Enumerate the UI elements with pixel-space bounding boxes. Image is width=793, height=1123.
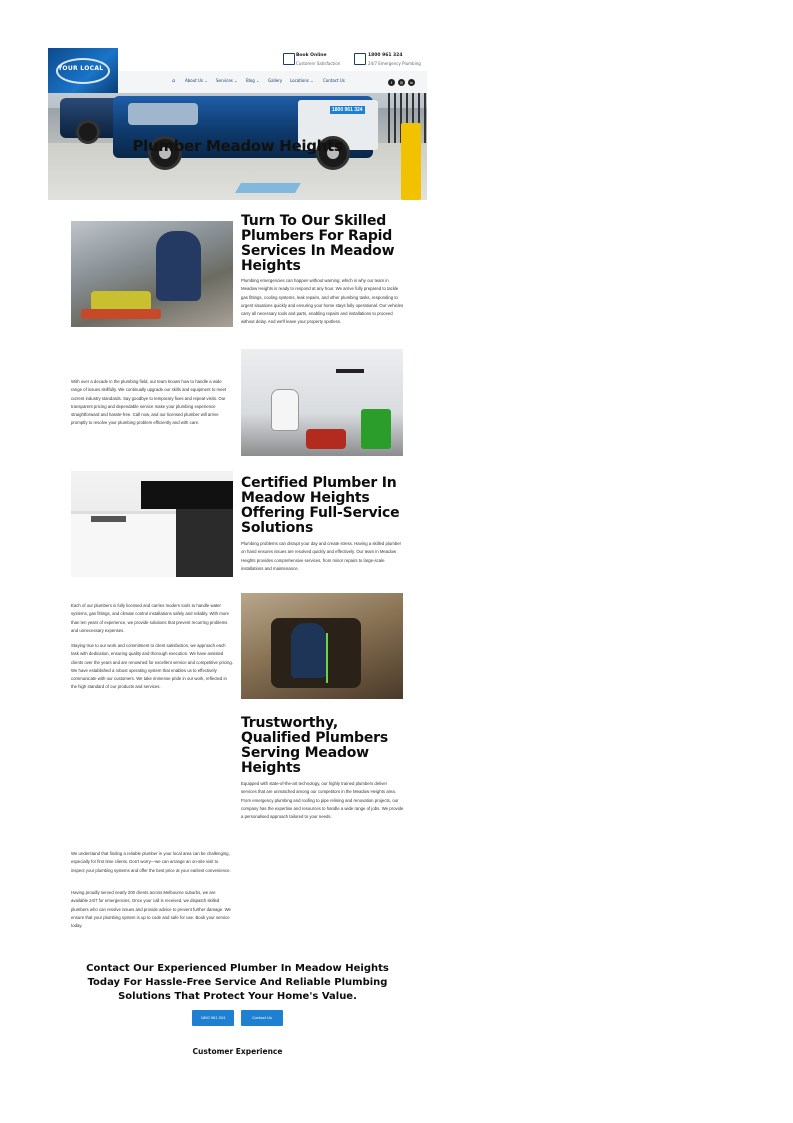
page-title: Plumber Meadow Heights xyxy=(132,137,343,155)
section6-body: We understand that finding a reliable plumber in your local area can be challenging, especially for first time clients. Don't worry—we can arrange an on-site visit to inspect your plumbing systems and offer the best price at your earliest convenience. xyxy=(71,851,231,873)
nav-gallery[interactable]: Gallery xyxy=(268,78,283,83)
call-button[interactable]: 1800 961 324 xyxy=(192,1010,234,1026)
section4-body2: Staying true to our work and commitment to client satisfaction, we approach each task with dedication, ensuring quality and thorough execution. We have assisted clients over the years and are renowned for excellent service and competitive pricing. We have established a robust operating system that enables us to effectively communicate with our customers. We take immense pride in our work, reflected in the high standard of our products and services. xyxy=(71,643,233,690)
nav-about[interactable]: About Us ⌄ xyxy=(185,78,208,83)
instagram-icon[interactable]: ◎ xyxy=(399,80,404,85)
linkedin-icon[interactable]: in xyxy=(409,80,414,85)
van-phone-text: 1800 961 324 xyxy=(332,107,363,113)
section1-heading: Turn To Our Skilled Plumbers For Rapid Services In Meadow Heights xyxy=(241,213,395,274)
facebook-icon[interactable]: f xyxy=(388,79,395,86)
section2-body: With over a decade in the plumbing field, our team knows how to handle a wide range of issues skillfully. We continually upgrade our skills and equipment to meet current industry standards. Say goodbye to temporary fixes and repeat visits. Our transparent pricing and dependable service make your plumbing experience straightforward and hassle-free. Call now, and our licensed plumber will arrive promptly to resolve your plumbing problem efficiently and with care. xyxy=(71,379,227,426)
plumber-working-photo xyxy=(71,221,233,327)
book-online-title[interactable]: Book Online xyxy=(296,53,327,58)
kitchen-photo xyxy=(71,471,233,577)
section6-body2: Having proudly served nearly 200 clients across Melbourne suburbs, we are available 24/7 for emergencies. Once your call is received, we dispatch skilled plumbers who can resolve issues and provide advice to prevent further damage. We ensure that your plumbing system is up to code and safe for use. Book your service today. xyxy=(71,890,231,929)
section5-heading: Trustworthy, Qualified Plumbers Serving Meadow Heights xyxy=(241,715,388,776)
bathroom-toilet-photo xyxy=(241,349,403,456)
section3-body: Plumbing problems can disrupt your day and create stress. Having a skilled plumber on hand ensures issues are resolved quickly and effectively. Our team in Meadow Heights provides comprehensive services, from minor repairs to large-scale installations and maintenance. xyxy=(241,541,402,571)
book-online-subtitle: Customer Satisfaction xyxy=(296,61,341,66)
section5-body: Equipped with state-of-the-art technology, our highly trained plumbers deliver services that are unmatched among our competitors in the Meadow Heights area. From emergency plumbing and roofing to pipe relining and renovation projects, our company has the expertise and resources to handle a wide range of jobs. We provide a personalised approach tailored to your needs. xyxy=(241,781,404,820)
nav-locations[interactable]: Locations ⌄ xyxy=(290,78,314,83)
nav-contact[interactable]: Contact Us xyxy=(323,78,345,83)
contact-us-button[interactable]: Contact Us xyxy=(241,1010,283,1026)
site-logo[interactable] xyxy=(48,48,118,93)
nav-services[interactable]: Services ⌄ xyxy=(216,78,238,83)
contact-heading: Contact Our Experienced Plumber In Meadow Heights Today For Hassle-Free Service And Reliable Plumbing Solutions That Protect Your Home's Value. xyxy=(86,963,389,1002)
section1-body: Plumbing emergencies can happen without warning, which is why our team in Meadow Heights is ready to respond at any hour. We arrive fully prepared to tackle gas fittings, cooling systems, leak repairs, and other plumbing tasks, responding to urgent situations quickly and ensuring your home stays fully operational. Our vehicles carry all necessary tools and parts, enabling repairs and installations to proceed without delay. And we'll leave your property spotless. xyxy=(241,278,404,325)
logo-text: YOUR LOCAL xyxy=(58,65,104,72)
section4-body: Each of our plumbers is fully licensed and carries modern tools to handle water systems, gas fittings, and climate control installations safely and reliably. With more than ten years of experience, we provide solutions that prevent recurring problems and unnecessary expenses. xyxy=(71,603,230,633)
home-icon[interactable]: ⌂ xyxy=(172,78,176,84)
calendar-icon xyxy=(283,53,295,65)
excavation-photo xyxy=(241,593,403,699)
phone-number[interactable]: 1800 961 324 xyxy=(368,53,403,58)
section3-heading: Certified Plumber In Meadow Heights Offering Full-Service Solutions xyxy=(241,475,400,536)
nav-blog[interactable]: Blog ⌄ xyxy=(246,78,260,83)
phone-icon xyxy=(354,53,366,65)
customer-experience-heading: Customer Experience xyxy=(192,1047,283,1056)
phone-subtitle: 24/7 Emergency Plumbing xyxy=(368,61,421,66)
